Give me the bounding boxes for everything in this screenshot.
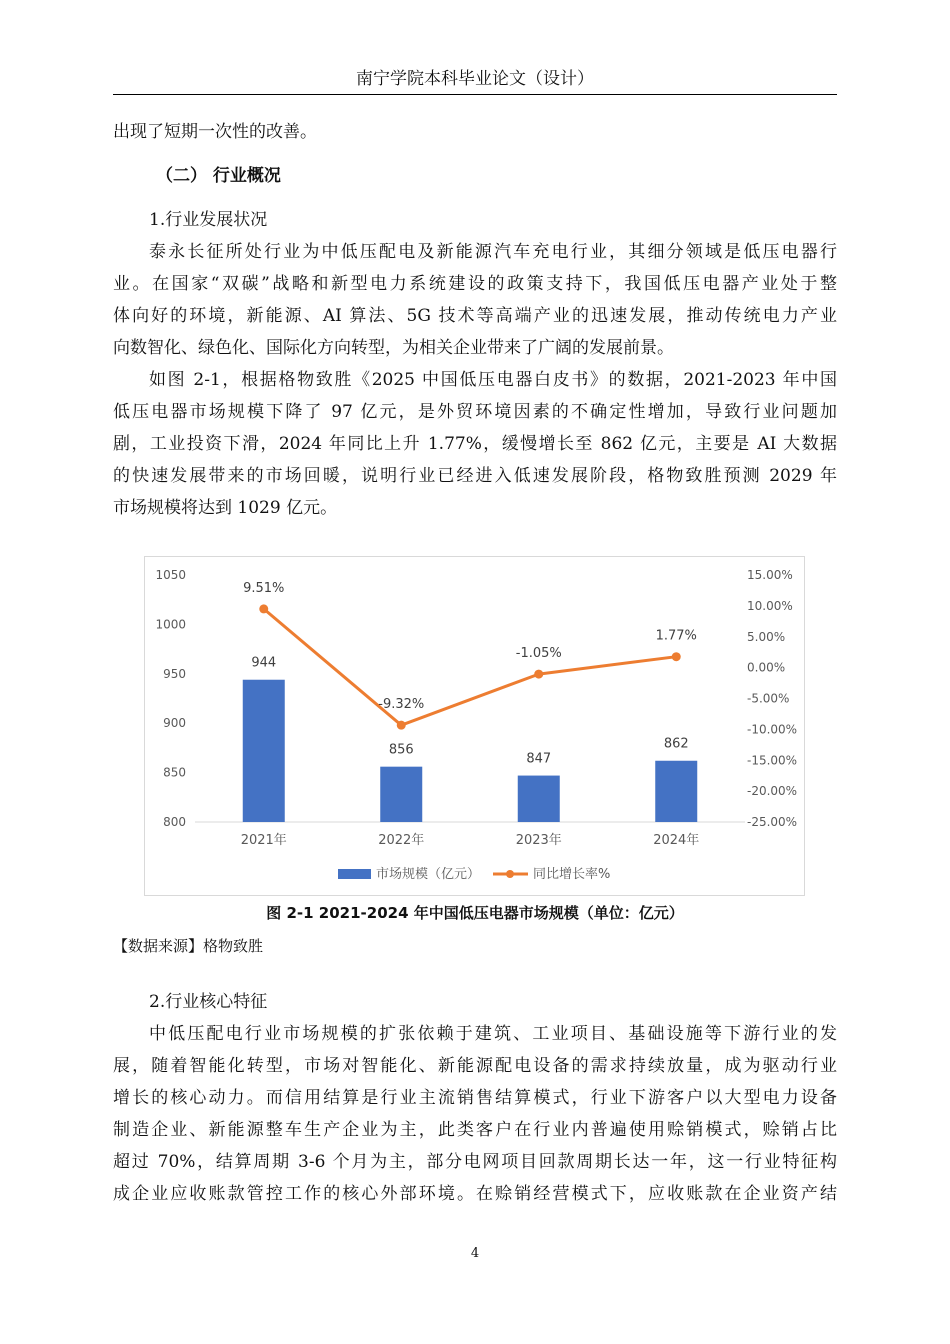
paragraph-line: 增长的核心动力。而信用结算是行业主流销售结算模式，行业下游客户以大型电力设备 bbox=[113, 1088, 837, 1108]
growth-rate-label: 9.51% bbox=[243, 580, 285, 596]
paragraph-line: 如图 2-1，根据格物致胜《2025 中国低压电器白皮书》的数据，2021-2023 年中国 bbox=[149, 370, 837, 390]
bar-data-label: 856 bbox=[388, 742, 414, 758]
page-header bbox=[113, 66, 837, 95]
x-tick-label: 2023年 bbox=[515, 833, 562, 848]
data-source-note: 【数据来源】格物致胜 bbox=[113, 937, 264, 955]
bar-data-label: 847 bbox=[526, 751, 552, 767]
paragraph-line: 向数智化、绿色化、国际化方向转型，为相关企业带来了广阔的发展前景。 bbox=[113, 338, 674, 358]
paragraph-industry-status bbox=[113, 236, 837, 364]
header-title: 南宁学院本科毕业论文（设计） bbox=[356, 69, 594, 89]
growth-rate-point bbox=[259, 604, 268, 613]
y-right-tick-label: -25.00% bbox=[747, 815, 798, 829]
bar-data-label: 944 bbox=[251, 655, 277, 671]
paragraph-industry-features bbox=[113, 1018, 837, 1210]
growth-rate-label: -9.32% bbox=[378, 697, 425, 713]
growth-rate-label: 1.77% bbox=[655, 628, 697, 644]
paragraph-line: 制造企业、新能源整车生产企业为主，此类客户在行业内普遍使用赊销模式，赊销占比 bbox=[113, 1120, 837, 1140]
x-tick-label: 2024年 bbox=[653, 833, 700, 848]
sub-heading-2: 2.行业核心特征 bbox=[149, 992, 268, 1012]
page-number: 4 bbox=[470, 1246, 480, 1261]
legend-bar-swatch bbox=[338, 869, 371, 879]
bar-market-size bbox=[243, 680, 285, 822]
y-right-tick-label: -10.00% bbox=[747, 722, 798, 737]
paragraph-continuation: 出现了短期一次性的改善。 bbox=[113, 122, 317, 142]
paragraph-line: 中低压配电行业市场规模的扩张依赖于建筑、工业项目、基础设施等下游行业的发 bbox=[149, 1024, 837, 1044]
legend-line-label: 同比增长率% bbox=[533, 867, 611, 882]
bar-market-size bbox=[655, 761, 697, 822]
x-tick-label: 2022年 bbox=[378, 833, 425, 848]
y-right-tick-label: 5.00% bbox=[747, 629, 786, 644]
y-right-tick-label: 0.00% bbox=[747, 660, 786, 675]
growth-rate-point bbox=[397, 721, 406, 730]
bar-data-label: 862 bbox=[663, 736, 689, 752]
y-left-tick-label: 850 bbox=[163, 765, 186, 780]
y-right-tick-label: 15.00% bbox=[747, 568, 793, 582]
sub-heading-1: 1.行业发展状况 bbox=[149, 210, 268, 230]
paragraph-line: 体向好的环境，新能源、AI 算法、5G 技术等高端产业的迅速发展，推动传统电力产业 bbox=[113, 306, 837, 326]
paragraph-line: 展，随着智能化转型，市场对智能化、新能源配电设备的需求持续放量，成为驱动行业 bbox=[113, 1056, 837, 1076]
paragraph-line: 市场规模将达到 1029 亿元。 bbox=[113, 498, 338, 518]
paragraph-market-size bbox=[113, 364, 837, 524]
y-right-tick-label: -5.00% bbox=[747, 691, 790, 706]
bar-market-size bbox=[518, 776, 560, 822]
y-left-tick-label: 1000 bbox=[155, 617, 186, 632]
y-right-tick-label: -15.00% bbox=[747, 753, 798, 768]
paragraph-line: 超过 70%，结算周期 3-6 个月为主，部分电网项目回款周期长达一年，这一行业特征构 bbox=[113, 1152, 837, 1172]
y-right-tick-label: -20.00% bbox=[747, 784, 798, 799]
growth-rate-line bbox=[264, 609, 677, 725]
growth-rate-label: -1.05% bbox=[515, 646, 562, 662]
bar-market-size bbox=[380, 767, 422, 822]
legend-bar-label: 市场规模（亿元） bbox=[376, 867, 481, 882]
y-left-tick-label: 800 bbox=[163, 815, 186, 829]
paragraph-line: 剧，工业投资下滑，2024 年同比上升 1.77%，缓慢增长至 862 亿元，主要是 AI 大数据 bbox=[113, 434, 837, 454]
paragraph-line: 的快速发展带来的市场回暖，说明行业已经进入低速发展阶段，格物致胜预测 2029 年 bbox=[113, 466, 837, 486]
x-tick-label: 2021年 bbox=[240, 833, 287, 848]
paragraph-line: 低压电器市场规模下降了 97 亿元，是外贸环境因素的不确定性增加，导致行业问题加 bbox=[113, 402, 837, 422]
paragraph-line: 成企业应收账款管控工作的核心外部环境。在赊销经营模式下，应收账款在企业资产结 bbox=[113, 1184, 837, 1204]
y-left-tick-label: 900 bbox=[163, 716, 186, 731]
figure-caption: 图 2-1 2021-2024 年中国低压电器市场规模（单位：亿元） bbox=[266, 904, 684, 922]
chart-svg bbox=[145, 557, 804, 895]
paragraph-line: 泰永长征所处行业为中低压配电及新能源汽车充电行业，其细分领域是低压电器行 bbox=[149, 242, 837, 262]
paragraph-line: 业。在国家“双碳”战略和新型电力系统建设的政策支持下，我国低压电器产业处于整 bbox=[113, 274, 837, 294]
y-left-tick-label: 950 bbox=[163, 666, 186, 681]
y-left-tick-label: 1050 bbox=[155, 568, 186, 582]
market-size-chart bbox=[144, 556, 805, 896]
legend-line-marker bbox=[506, 870, 514, 878]
growth-rate-point bbox=[534, 670, 543, 679]
y-right-tick-label: 10.00% bbox=[747, 598, 793, 613]
growth-rate-point bbox=[672, 652, 681, 661]
section-heading: （二） 行业概况 bbox=[156, 166, 281, 186]
